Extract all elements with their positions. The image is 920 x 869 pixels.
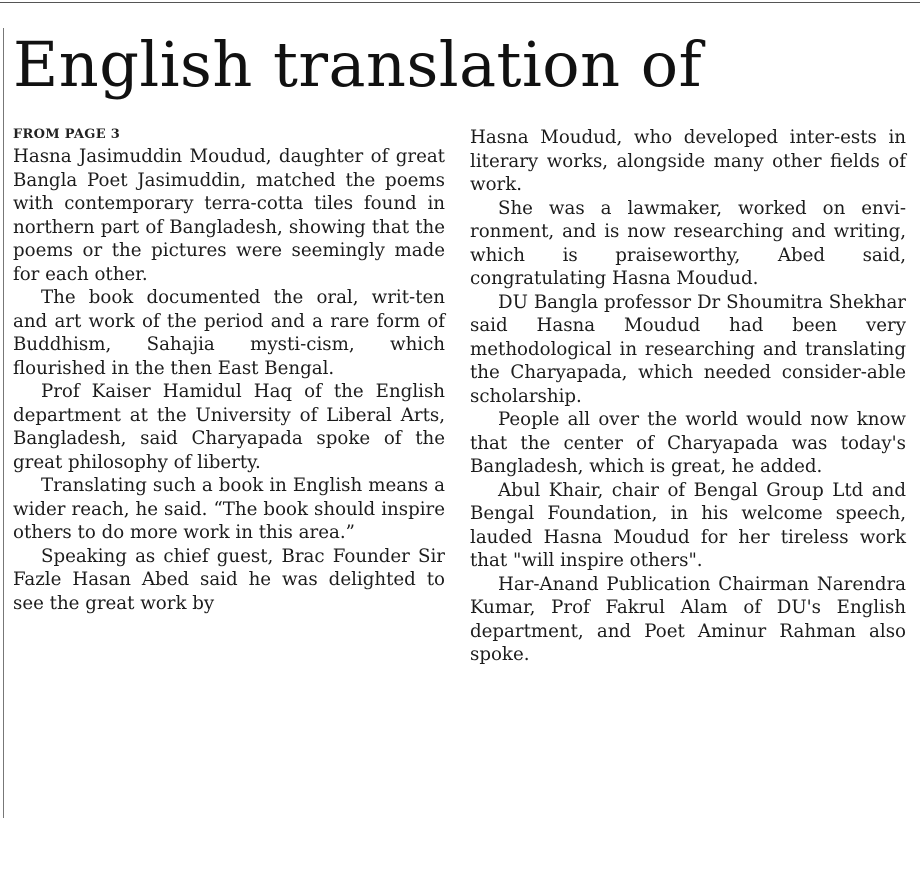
paragraph: Hasna Jasimuddin Moudud, daughter of great Bangla Poet Jasimuddin, matched the poems with contemporary terra-cotta tiles found in northern part of Bangladesh, showing that the poems or the pictures were seemingly made for each other. (13, 146, 445, 285)
paragraph: DU Bangla professor Dr Shoumitra Shekhar said Hasna Moudud had been very methodological in researching and translating the Charyapada, which needed consider-able scholarship. (470, 291, 906, 407)
paragraph: People all over the world would now know that the center of Charyapada was today's Bangladesh, which is great, he added. (470, 409, 906, 477)
top-rule (0, 2, 920, 3)
left-column-rule (3, 28, 4, 818)
headline: English translation of (13, 28, 703, 101)
paragraph: Translating such a book in English means a wider reach, he said. “The book should inspire others to do more work in this area.” (13, 475, 445, 543)
paragraph: Abul Khair, chair of Bengal Group Ltd and Bengal Foundation, in his welcome speech, lauded Hasna Moudud for her tireless work that "will inspire others". (470, 479, 906, 571)
paragraph: She was a lawmaker, worked on envi-ronment, and is now researching and writing, which is praiseworthy, Abed said, congratulating Hasna Moudud. (470, 197, 906, 289)
paragraph: Prof Kaiser Hamidul Haq of the English department at the University of Liberal Arts, Bangladesh, said Charyapada spoke of the great philosophy of liberty. (13, 381, 445, 473)
article-column-left (13, 126, 445, 615)
paragraph: Har-Anand Publication Chairman Narendra Kumar, Prof Fakrul Alam of DU's English department, and Poet Aminur Rahman also spoke. (470, 573, 906, 665)
paragraph: The book documented the oral, writ-ten and art work of the period and a rare form of Buddhism, Sahajia mysti-cism, which flourished in the then East Bengal. (13, 287, 445, 379)
paragraph: Hasna Moudud, who developed inter-ests in literary works, alongside many other fields of work. (470, 127, 906, 195)
article-column-right (470, 126, 906, 667)
continuation-kicker: FROM PAGE 3 (13, 127, 121, 142)
paragraph: Speaking as chief guest, Brac Founder Sir Fazle Hasan Abed said he was delighted to see the great work by (13, 545, 445, 614)
